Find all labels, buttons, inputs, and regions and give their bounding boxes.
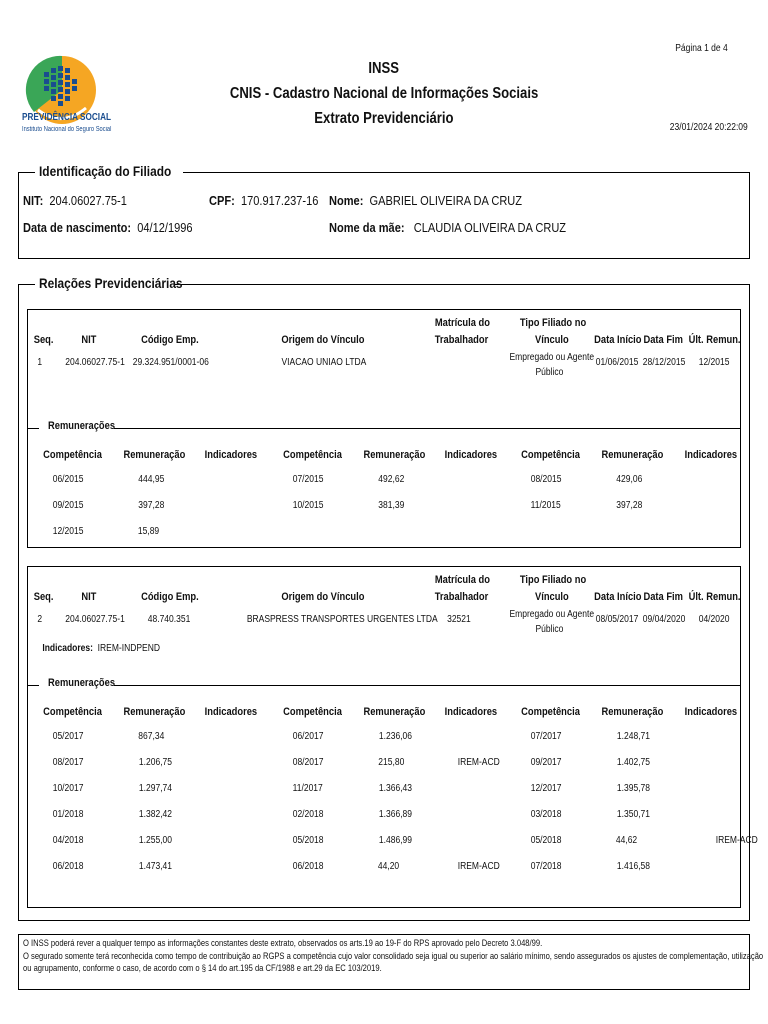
- vinculo-indicadores: Indicadores: IREM-INDPEND: [42, 643, 160, 654]
- remun-indicador: IREM-ACD: [715, 835, 758, 846]
- remun-header-competencia: Competência: [43, 706, 102, 718]
- remun-valor: 15,89: [137, 526, 160, 537]
- header-fim: Data Fim: [643, 591, 683, 603]
- remun-competencia: 06/2015: [52, 474, 84, 485]
- header-matricula-2: Trabalhador: [434, 591, 489, 603]
- remun-valor: 1.255,00: [138, 835, 173, 846]
- remun-header-remuneracao: Remuneração: [601, 706, 664, 718]
- vinculo-tipo-2: Público: [535, 624, 564, 635]
- nome-field: Nome: GABRIEL OLIVEIRA DA CRUZ: [329, 193, 523, 208]
- remun-valor: 215,80: [378, 757, 405, 768]
- remun-valor: 44,62: [615, 835, 638, 846]
- header-inicio: Data Início: [594, 591, 642, 603]
- remuneracoes-title: Remunerações: [48, 677, 116, 689]
- vinculo-tipo: Empregado ou Agente: [509, 609, 595, 620]
- remun-competencia: 11/2017: [292, 783, 323, 794]
- vinculo-2: [27, 566, 758, 908]
- remun-header-competencia: Competência: [43, 449, 102, 461]
- header-matricula: Matrícula do: [434, 317, 490, 329]
- header-codigo: Código Emp.: [141, 591, 199, 603]
- logo-title: PREVIDÊNCIA SOCIAL: [22, 112, 111, 123]
- vinculo-seq: 2: [37, 614, 43, 625]
- remun-valor: 397,28: [616, 500, 643, 511]
- remun-competencia: 04/2018: [52, 835, 84, 846]
- remun-valor: 1.366,89: [378, 809, 413, 820]
- footer-notice: [18, 934, 764, 990]
- title-cnis: CNIS - Cadastro Nacional de Informações Sociais: [229, 85, 539, 102]
- remun-valor: 444,95: [138, 474, 165, 485]
- title-inss: INSS: [368, 60, 400, 77]
- section-identificacao: [18, 163, 750, 259]
- remun-valor: 1.395,78: [616, 783, 651, 794]
- remun-competencia: 05/2018: [292, 835, 324, 846]
- header-origem: Origem do Vínculo: [281, 334, 365, 346]
- remun-competencia: 06/2018: [292, 861, 324, 872]
- nascimento-field: Data de nascimento: 04/12/1996: [23, 220, 193, 235]
- remun-competencia: 05/2018: [530, 835, 562, 846]
- page-number: Página 1 de 4: [675, 43, 728, 54]
- vinculo-origem: BRASPRESS TRANSPORTES URGENTES LTDA: [246, 614, 438, 625]
- header-fim: Data Fim: [643, 334, 683, 346]
- header-tipo-2: Vínculo: [534, 591, 569, 603]
- remun-header-indicadores: Indicadores: [204, 449, 258, 461]
- vinculo-matricula: 32521: [447, 614, 471, 625]
- header-matricula-2: Trabalhador: [434, 334, 489, 346]
- header-ult: Últ. Remun.: [688, 334, 741, 346]
- remun-competencia: 03/2018: [530, 809, 562, 820]
- remun-header-indicadores: Indicadores: [444, 449, 498, 461]
- vinculo-inicio: 08/05/2017: [595, 614, 639, 625]
- footer-line-2: O segurado somente terá reconhecida como tempo de contribuição ao RGPS a competência cujo valor consolidado seja igual ou superior ao salário mínimo, sendo assegurados os ajustes de complementação, utilização: [23, 950, 764, 962]
- remun-header-remuneracao: Remuneração: [123, 706, 186, 718]
- remun-header-indicadores: Indicadores: [204, 706, 258, 718]
- remun-valor: 1.366,43: [378, 783, 413, 794]
- vinculo-fim: 09/04/2020: [642, 614, 686, 625]
- remun-competencia: 08/2015: [530, 474, 562, 485]
- header-origem: Origem do Vínculo: [281, 591, 365, 603]
- cpf-field: CPF: 170.917.237-16: [209, 193, 319, 208]
- remun-valor: 429,06: [616, 474, 643, 485]
- remun-valor: 1.236,06: [378, 731, 413, 742]
- remun-competencia: 09/2017: [530, 757, 562, 768]
- vinculo-ult: 12/2015: [698, 357, 730, 368]
- header-nit: NIT: [81, 591, 97, 603]
- remun-competencia: 07/2017: [530, 731, 562, 742]
- remun-competencia: 02/2018: [292, 809, 324, 820]
- vinculo-codigo: 29.324.951/0001-06: [132, 357, 209, 368]
- vinculo-inicio: 01/06/2015: [595, 357, 639, 368]
- remun-competencia: 11/2015: [530, 500, 561, 511]
- title-extrato: Extrato Previdenciário: [314, 110, 454, 127]
- vinculo-fim: 28/12/2015: [642, 357, 686, 368]
- remun-competencia: 08/2017: [52, 757, 84, 768]
- remun-valor: 1.402,75: [616, 757, 651, 768]
- vinculo-ult: 04/2020: [698, 614, 730, 625]
- nit-field: NIT: 204.06027.75-1: [23, 193, 127, 208]
- remun-header-indicadores: Indicadores: [444, 706, 498, 718]
- remun-valor: 1.416,58: [616, 861, 651, 872]
- remuneracoes-title: Remunerações: [48, 420, 116, 432]
- remun-valor: 867,34: [138, 731, 165, 742]
- remun-valor: 492,62: [378, 474, 405, 485]
- logo-subtitle: Instituto Nacional do Seguro Social: [22, 126, 112, 133]
- header-matricula: Matrícula do: [434, 574, 490, 586]
- remun-competencia: 01/2018: [52, 809, 84, 820]
- remun-header-indicadores: Indicadores: [684, 706, 738, 718]
- header-inicio: Data Início: [594, 334, 642, 346]
- remun-competencia: 10/2017: [52, 783, 84, 794]
- vinculo-tipo-2: Público: [535, 367, 564, 378]
- header-seq: Seq.: [33, 591, 54, 603]
- remun-header-competencia: Competência: [521, 706, 580, 718]
- footer-line-1: O INSS poderá rever a qualquer tempo as informações constantes deste extrato, observados os arts.19 ao 19-F do RPS aprovado pelo Decreto 3.048/99.: [23, 938, 543, 949]
- remun-valor: 381,39: [378, 500, 405, 511]
- remun-competencia: 06/2017: [292, 731, 324, 742]
- remun-header-remuneracao: Remuneração: [123, 449, 186, 461]
- header-ult: Últ. Remun.: [688, 591, 741, 603]
- footer-line-3: ou agrupamento, conforme o caso, de acordo com o § 14 do art.195 da CF/1988 e art.29 da EC 103/2019.: [23, 963, 382, 974]
- vinculo-tipo: Empregado ou Agente: [509, 352, 595, 363]
- remun-competencia: 08/2017: [292, 757, 324, 768]
- section-title: Identificação do Filiado: [39, 163, 172, 179]
- remun-competencia: 05/2017: [52, 731, 84, 742]
- remun-competencia: 12/2017: [530, 783, 562, 794]
- remun-valor: 1.382,42: [138, 809, 173, 820]
- header-seq: Seq.: [33, 334, 54, 346]
- header-codigo: Código Emp.: [141, 334, 199, 346]
- vinculo-1: [27, 309, 741, 548]
- mae-field: Nome da mãe: CLAUDIA OLIVEIRA DA CRUZ: [329, 220, 567, 235]
- remun-header-competencia: Competência: [283, 449, 342, 461]
- vinculo-seq: 1: [37, 357, 43, 368]
- remun-valor: 397,28: [138, 500, 165, 511]
- remun-valor: 1.350,71: [616, 809, 651, 820]
- section-title: Relações Previdenciárias: [39, 275, 183, 291]
- header-tipo: Tipo Filiado no: [519, 317, 587, 329]
- remun-competencia: 09/2015: [52, 500, 84, 511]
- remun-competencia: 07/2015: [292, 474, 324, 485]
- remun-valor: 1.297,74: [138, 783, 173, 794]
- remun-competencia: 06/2018: [52, 861, 84, 872]
- vinculo-nit: 204.06027.75-1: [65, 614, 125, 625]
- remun-indicador: IREM-ACD: [457, 757, 500, 768]
- header-tipo: Tipo Filiado no: [519, 574, 587, 586]
- remun-valor: 1.473,41: [138, 861, 173, 872]
- remun-competencia: 07/2018: [530, 861, 562, 872]
- remun-valor: 44,20: [377, 861, 400, 872]
- header-tipo-2: Vínculo: [534, 334, 569, 346]
- header-nit: NIT: [81, 334, 97, 346]
- remun-header-indicadores: Indicadores: [684, 449, 738, 461]
- remun-indicador: IREM-ACD: [457, 861, 500, 872]
- vinculo-nit: 204.06027.75-1: [65, 357, 125, 368]
- remun-competencia: 12/2015: [52, 526, 84, 537]
- remun-header-remuneracao: Remuneração: [601, 449, 664, 461]
- issue-datetime: 23/01/2024 20:22:09: [669, 122, 748, 133]
- remun-valor: 1.486,99: [378, 835, 413, 846]
- remun-header-competencia: Competência: [283, 706, 342, 718]
- remun-valor: 1.248,71: [616, 731, 651, 742]
- remun-header-remuneracao: Remuneração: [363, 449, 426, 461]
- remun-valor: 1.206,75: [138, 757, 173, 768]
- vinculo-codigo: 48.740.351: [147, 614, 191, 625]
- remun-competencia: 10/2015: [292, 500, 324, 511]
- vinculo-origem: VIACAO UNIAO LTDA: [281, 357, 367, 368]
- remun-header-competencia: Competência: [521, 449, 580, 461]
- remun-header-remuneracao: Remuneração: [363, 706, 426, 718]
